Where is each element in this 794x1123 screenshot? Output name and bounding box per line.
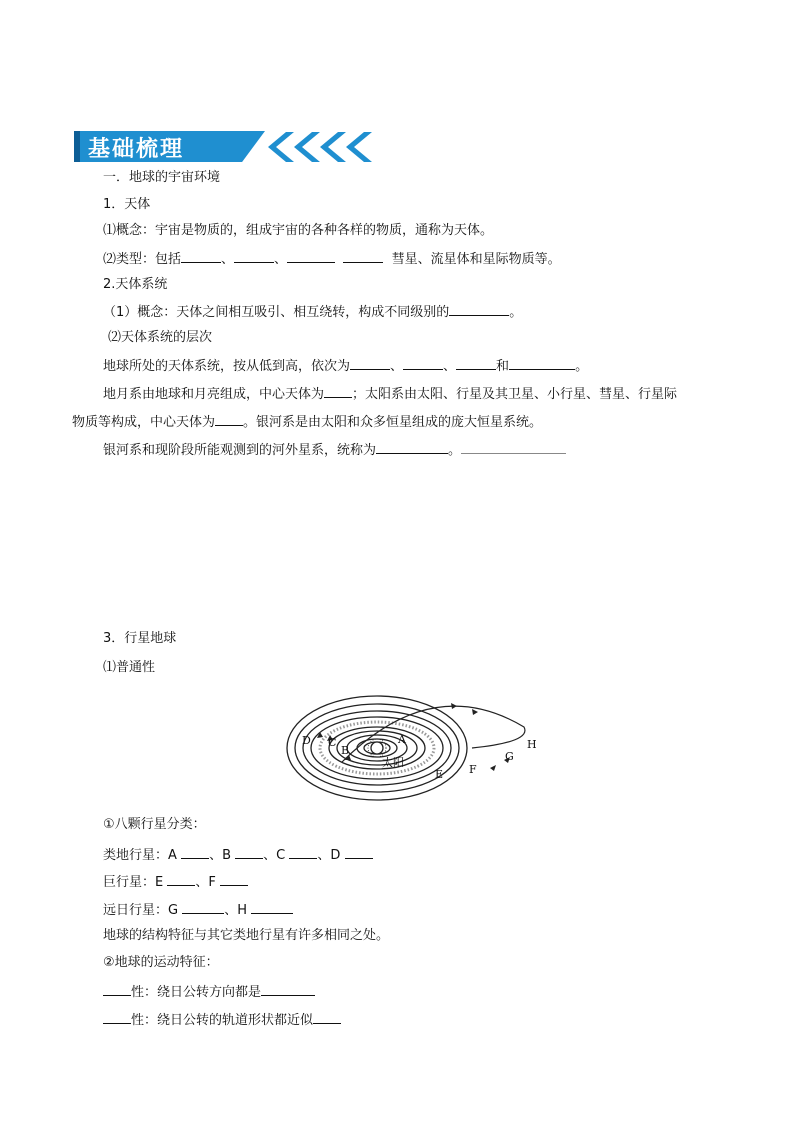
sub-heading: ⑵天体系统的层次	[108, 330, 213, 345]
answer-blank[interactable]	[324, 384, 352, 398]
motion-line-1: 性：绕日公转方向都是	[103, 982, 315, 1002]
section-heading: 3．行星地球	[103, 631, 177, 646]
answer-blank[interactable]	[215, 412, 243, 426]
planet-label-c: C	[328, 736, 337, 749]
answer-blank[interactable]	[235, 845, 263, 859]
banner-title: 基础梳理	[88, 137, 185, 162]
answer-blank[interactable]	[181, 845, 209, 859]
answer-blank[interactable]	[509, 356, 575, 370]
types-line: ⑵类型：包括 、 、 彗星、流星体和星际物质等。	[103, 249, 561, 269]
structure-text: 地球的结构特征与其它类地行星有许多相同之处。	[103, 928, 390, 943]
comet-orbit	[342, 706, 525, 762]
answer-blank[interactable]	[350, 356, 390, 370]
paragraph: 银河系和现阶段所能观测到的河外星系，统称为 。	[103, 440, 566, 460]
planet-label-g: G	[505, 750, 514, 763]
answer-blank[interactable]	[261, 982, 315, 996]
section-banner	[74, 128, 356, 166]
planet-label-e: E	[435, 768, 444, 781]
giant-line: 巨行星：E 、F	[103, 872, 248, 892]
sun	[368, 739, 386, 757]
planet-label-b: B	[341, 744, 350, 757]
solar-system-diagram	[282, 692, 544, 804]
paragraph: 物质等构成，中心天体为 。银河系是由太阳和众多恒星组成的庞大恒星系统。	[72, 412, 542, 432]
terrestrial-line: 类地行星：A 、B 、C 、D	[103, 845, 373, 865]
item-heading: 1．天体	[103, 197, 151, 212]
answer-blank[interactable]	[289, 845, 317, 859]
paragraph: 地球所处的天体系统，按从低到高，依次为 、 、 和 。	[103, 356, 588, 376]
answer-blank[interactable]	[182, 900, 224, 914]
classify-heading: ①八颗行星分类：	[103, 817, 206, 832]
answer-blank[interactable]	[403, 356, 443, 370]
answer-blank[interactable]	[376, 440, 448, 454]
item-heading: 2.天体系统	[103, 277, 168, 292]
motion-line-2: 性：绕日公转的轨道形状都近似	[103, 1010, 341, 1030]
sub-heading: ⑴普通性	[103, 660, 156, 675]
distant-line: 远日行星：G 、H	[103, 900, 293, 920]
answer-blank[interactable]	[313, 1010, 341, 1024]
concept-text: ⑴概念：宇宙是物质的，组成宇宙的各种各样的物质，通称为天体。	[103, 223, 494, 238]
planet-label-h: H	[527, 738, 537, 751]
answer-blank[interactable]	[167, 872, 195, 886]
system-concept-line: （1）概念：天体之间相互吸引、相互绕转，构成不同级别的 。	[103, 302, 522, 322]
answer-blank[interactable]	[251, 900, 293, 914]
planet-label-d: D	[302, 734, 311, 747]
rule-line	[461, 440, 566, 454]
answer-blank[interactable]	[103, 982, 131, 996]
sun-label: 太阳	[382, 756, 404, 769]
planet-label-f: F	[469, 763, 477, 776]
answer-blank[interactable]	[456, 356, 496, 370]
answer-blank[interactable]	[449, 302, 509, 316]
section-heading: 一．地球的宇宙环境	[103, 170, 221, 185]
chevrons-icon	[264, 128, 424, 166]
answer-blank[interactable]	[181, 249, 221, 263]
answer-blank[interactable]	[234, 249, 274, 263]
answer-blank[interactable]	[345, 845, 373, 859]
answer-blank[interactable]	[103, 1010, 131, 1024]
motion-heading: ②地球的运动特征：	[103, 955, 219, 970]
paragraph: 地月系由地球和月亮组成，中心天体为 ；太阳系由太阳、行星及其卫星、小行星、彗星、行星际	[103, 384, 677, 404]
planet-label-a: A	[398, 733, 406, 746]
answer-blank[interactable]	[343, 249, 383, 263]
answer-blank[interactable]	[220, 872, 248, 886]
answer-blank[interactable]	[287, 249, 335, 263]
